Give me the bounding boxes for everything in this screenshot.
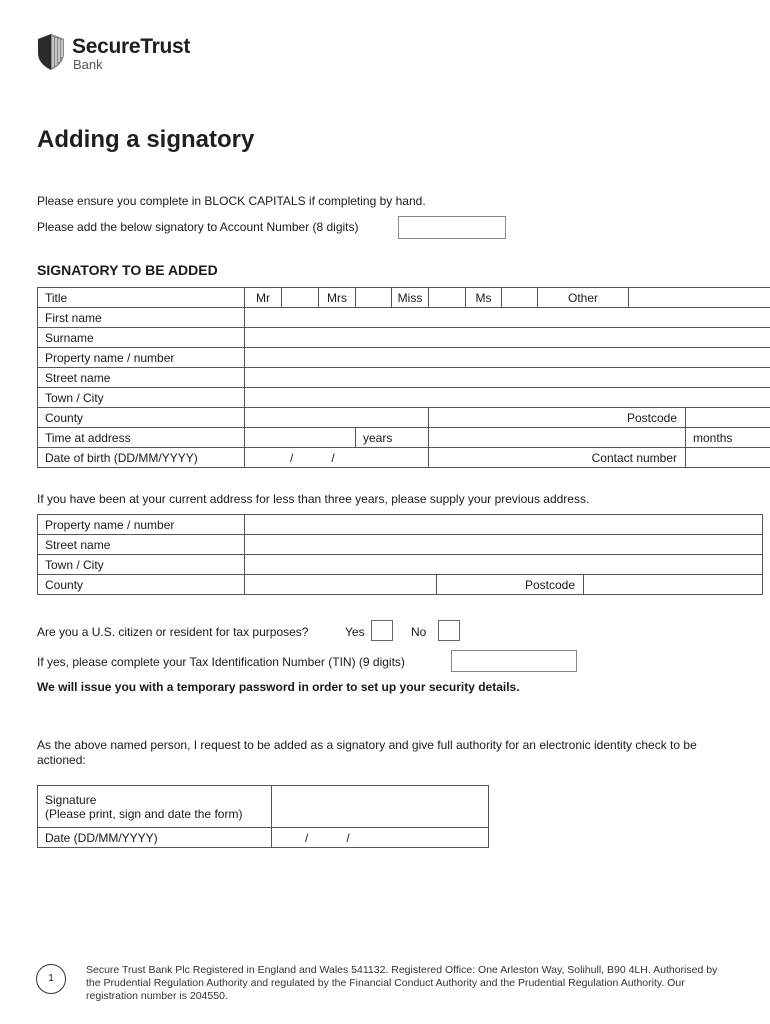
prev-property-input[interactable] <box>245 515 763 535</box>
dob-label: Date of birth (DD/MM/YYYY) <box>38 448 245 468</box>
intro-line-2: Please add the below signatory to Account Number (8 digits) <box>37 220 359 234</box>
consent-text: As the above named person, I request to be added as a signatory and give full authority for an electronic identity check to be actioned: <box>37 738 697 767</box>
signature-label-line-2: (Please print, sign and date the form) <box>45 806 243 821</box>
previous-address-note: If you have been at your current address for less than three years, please supply your previous address. <box>37 492 590 506</box>
contact-label: Contact number <box>429 448 686 468</box>
table-row <box>38 515 763 535</box>
tin-label: If yes, please complete your Tax Identification Number (TIN) (9 digits) <box>37 655 405 669</box>
tin-input[interactable] <box>451 650 577 672</box>
table-row <box>38 368 770 388</box>
table-row <box>38 308 770 328</box>
title-option-mrs: Mrs <box>319 288 356 308</box>
no-label: No <box>411 625 427 639</box>
dob-separator: / <box>331 450 335 465</box>
prev-street-label: Street name <box>38 535 245 555</box>
signature-table <box>37 785 489 848</box>
prev-postcode-label: Postcode <box>437 575 584 595</box>
dob-input[interactable] <box>245 448 429 468</box>
table-row <box>38 348 770 368</box>
property-input[interactable] <box>245 348 770 368</box>
yes-checkbox[interactable] <box>371 620 393 641</box>
signature-label <box>38 786 272 828</box>
title-label: Title <box>38 288 245 308</box>
surname-input[interactable] <box>245 328 770 348</box>
prev-street-input[interactable] <box>245 535 763 555</box>
logo-name: SecureTrust <box>72 35 191 58</box>
prev-county-input[interactable] <box>245 575 437 595</box>
prev-property-label: Property name / number <box>38 515 245 535</box>
table-row <box>38 408 770 428</box>
table-row <box>38 328 770 348</box>
table-row <box>38 555 763 575</box>
prev-town-input[interactable] <box>245 555 763 575</box>
page-title: Adding a signatory <box>37 126 255 153</box>
yes-label: Yes <box>345 625 365 639</box>
town-input[interactable] <box>245 388 770 408</box>
property-label: Property name / number <box>38 348 245 368</box>
title-option-other: Other <box>538 288 629 308</box>
table-row <box>38 828 489 848</box>
title-box-other[interactable] <box>629 288 770 308</box>
title-option-ms: Ms <box>466 288 502 308</box>
table-row <box>38 428 770 448</box>
town-label: Town / City <box>38 388 245 408</box>
first-name-input[interactable] <box>245 308 770 328</box>
years-label: years <box>356 428 429 448</box>
postcode-input[interactable] <box>686 408 770 428</box>
signature-label-line-1: Signature <box>45 792 97 807</box>
prev-postcode-input[interactable] <box>584 575 763 595</box>
title-box-mr[interactable] <box>282 288 319 308</box>
shield-logo-icon <box>36 33 66 71</box>
bank-logo <box>36 33 236 73</box>
time-at-address-label: Time at address <box>38 428 245 448</box>
signature-input[interactable] <box>272 786 489 828</box>
date-separator: / <box>346 830 350 845</box>
street-label: Street name <box>38 368 245 388</box>
surname-label: Surname <box>38 328 245 348</box>
table-row <box>38 288 770 308</box>
dob-separator: / <box>290 450 294 465</box>
table-row <box>38 786 489 828</box>
no-checkbox[interactable] <box>438 620 460 641</box>
title-option-miss: Miss <box>392 288 429 308</box>
prev-town-label: Town / City <box>38 555 245 575</box>
street-input[interactable] <box>245 368 770 388</box>
signature-date-input[interactable] <box>272 828 489 848</box>
tax-question: Are you a U.S. citizen or resident for tax purposes? <box>37 625 309 639</box>
table-row <box>38 575 763 595</box>
postcode-label: Postcode <box>429 408 686 428</box>
title-box-mrs[interactable] <box>356 288 392 308</box>
title-box-ms[interactable] <box>502 288 538 308</box>
signature-date-label: Date (DD/MM/YYYY) <box>38 828 272 848</box>
intro-line-1: Please ensure you complete in BLOCK CAPITALS if completing by hand. <box>37 194 426 208</box>
table-row <box>38 448 770 468</box>
title-box-miss[interactable] <box>429 288 466 308</box>
table-row <box>38 388 770 408</box>
contact-input[interactable] <box>686 448 770 468</box>
prev-county-label: County <box>38 575 245 595</box>
section-heading: SIGNATORY TO BE ADDED <box>37 262 218 278</box>
footer-text: Secure Trust Bank Plc Registered in England and Wales 541132. Registered Office: One Arleston Way, Solihull, B90 4LH. Authorised by the Prudential Regulation Authority and regulated by the Financial Conduct Authority and the Prudential Regulation Authority. Our registration number is 204550. <box>86 964 718 1002</box>
months-label: months <box>686 428 770 448</box>
logo-sub: Bank <box>73 57 103 72</box>
date-separator: / <box>305 830 309 845</box>
title-option-mr: Mr <box>245 288 282 308</box>
county-input[interactable] <box>245 408 429 428</box>
months-input[interactable] <box>429 428 686 448</box>
table-row <box>38 535 763 555</box>
first-name-label: First name <box>38 308 245 328</box>
signatory-table <box>37 287 770 468</box>
account-number-input[interactable] <box>398 216 506 239</box>
years-input[interactable] <box>245 428 356 448</box>
page-number: 1 <box>36 964 66 994</box>
county-label: County <box>38 408 245 428</box>
password-note: We will issue you with a temporary password in order to set up your security details. <box>37 680 520 694</box>
previous-address-table <box>37 514 763 595</box>
